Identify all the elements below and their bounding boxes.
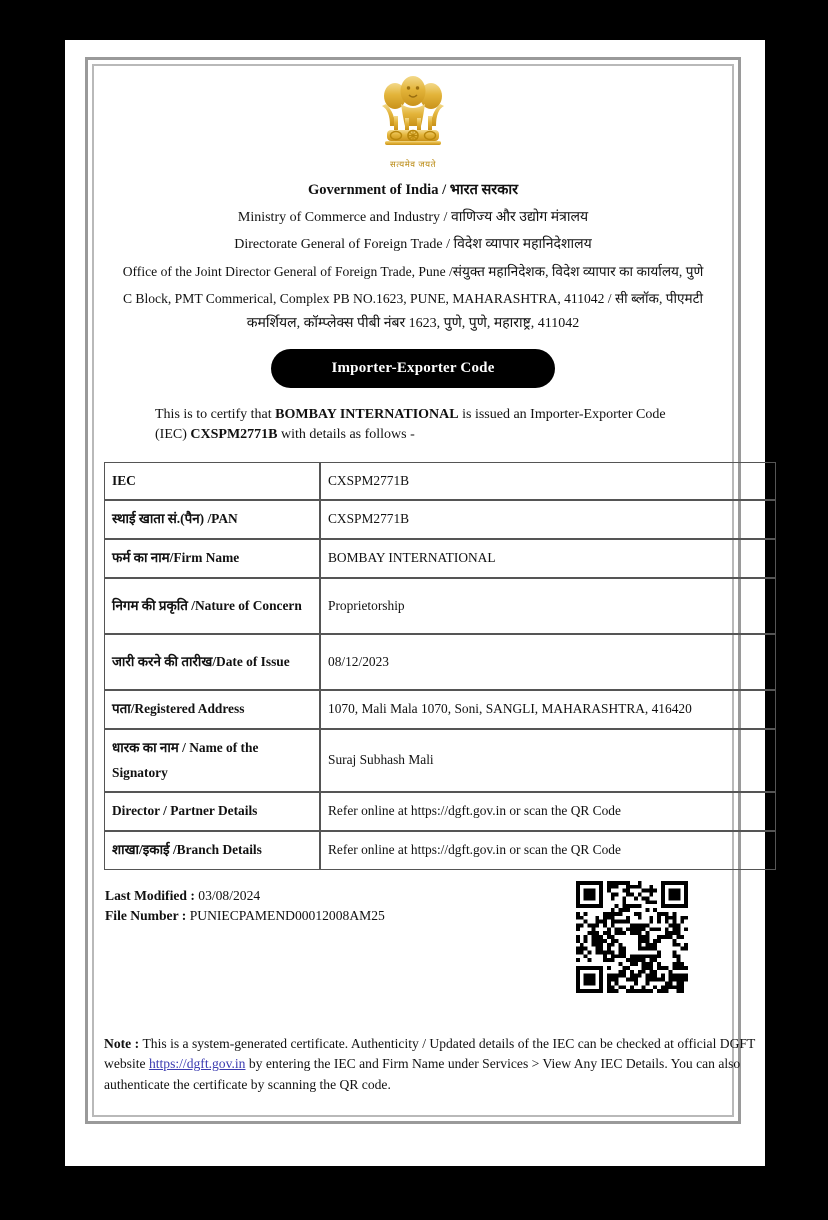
table-row (104, 539, 776, 578)
table-row-label: निगम की प्रकृति /Nature of Concern (104, 578, 320, 634)
note-block (104, 1034, 764, 1095)
note-part1: This is a system-generated certificate. Authenticity / Updated details of the IEC can be checked at official DGFT website (104, 1035, 756, 1072)
table-row-label: जारी करने की तारीख/Date of Issue (104, 634, 320, 690)
last-modified-label: Last Modified : (105, 887, 199, 903)
last-modified-line (105, 886, 385, 906)
table-row (104, 831, 776, 870)
header-line-office: Office of the Joint Director General of Foreign Trade, Pune /संयुक्त महानिदेशक, विदेश व्यापार का कार्यालय, पुणे (122, 264, 704, 279)
dgft-website-link[interactable]: https://dgft.gov.in (148, 1056, 246, 1072)
header-line-government: Government of India / भारत सरकार (307, 182, 519, 198)
table-row-label: Director / Partner Details (104, 792, 320, 831)
table-row (104, 462, 776, 501)
table-row (104, 578, 776, 634)
table-row-value: BOMBAY INTERNATIONAL (320, 539, 776, 578)
table-row-value: 08/12/2023 (320, 634, 776, 690)
emblem-block (100, 70, 726, 170)
table-row-value: 1070, Mali Mala 1070, Soni, SANGLI, MAHARASHTRA, 416420 (320, 690, 776, 729)
file-number-value: PUNIECPAMEND00012008AM25 (189, 908, 385, 924)
certificate-border-frame (85, 57, 756, 1124)
certify-iec: CXSPM2771B (190, 427, 278, 443)
table-row (104, 729, 776, 793)
table-row-label: फर्म का नाम/Firm Name (104, 539, 320, 578)
footer-meta-row (100, 884, 726, 996)
table-row-label: स्थाई खाता सं.(पैन) /PAN (104, 500, 320, 539)
header-line-address-hi: कमर्शियल, कॉम्प्लेक्स पीबी नंबर 1623, पुणे, पुणे, महाराष्ट्र, 411042 (246, 316, 580, 331)
note-label: Note : (104, 1035, 143, 1051)
title-badge-wrap (100, 349, 726, 388)
table-row-value: Refer online at https://dgft.gov.in or scan the QR Code (320, 792, 776, 831)
header-block (100, 179, 726, 332)
table-row-value: Suraj Subhash Mali (320, 729, 776, 793)
table-row (104, 500, 776, 539)
ashoka-emblem-icon (380, 74, 446, 158)
certify-prefix: This is to certify that (155, 407, 276, 422)
file-number-line (105, 906, 385, 926)
table-row-label: IEC (104, 462, 320, 501)
emblem-motto: सत्यमेव जयते (390, 159, 436, 169)
header-line-directorate: Directorate General of Foreign Trade / विदेश व्यापार महानिदेशालय (234, 237, 592, 252)
certify-middle: is issued an Importer-Exporter Code (IEC) (155, 407, 666, 443)
table-row (104, 634, 776, 690)
qr-code-icon[interactable] (576, 881, 688, 993)
table-row-label: शाखा/इकाई /Branch Details (104, 831, 320, 870)
certify-firm-name: BOMBAY INTERNATIONAL (275, 407, 459, 422)
table-row-label: पता/Registered Address (104, 690, 320, 729)
table-row-label: धारक का नाम / Name of the Signatory (104, 729, 320, 793)
certificate-content (100, 70, 756, 1111)
table-row (104, 690, 776, 729)
file-number-label: File Number : (105, 908, 190, 924)
note-part2: by entering the IEC and Firm Name under Services > View Any IEC Details. You can also authenticate the certificate by scanning the QR code. (104, 1056, 741, 1092)
table-row-value: Proprietorship (320, 578, 776, 634)
table-row-value: CXSPM2771B (320, 500, 776, 539)
last-modified-value: 03/08/2024 (198, 887, 261, 903)
header-line-ministry: Ministry of Commerce and Industry / वाणिज्य और उद्योग मंत्रालय (237, 210, 589, 225)
title-badge: Importer-Exporter Code (271, 349, 554, 388)
header-line-address-en: C Block, PMT Commerical, Complex PB NO.1623, PUNE, MAHARASHTRA, 411042 / सी ब्लॉक, पीएमटी (122, 291, 704, 306)
iec-details-table-body (104, 462, 776, 870)
footer-meta (105, 886, 385, 927)
table-row-value: Refer online at https://dgft.gov.in or scan the QR Code (320, 831, 776, 870)
table-row-value: CXSPM2771B (320, 462, 776, 501)
certify-suffix: with details as follows - (277, 427, 415, 443)
table-row (104, 792, 776, 831)
iec-details-table (104, 462, 776, 870)
certificate-page (65, 40, 765, 1166)
certification-statement (155, 405, 700, 446)
